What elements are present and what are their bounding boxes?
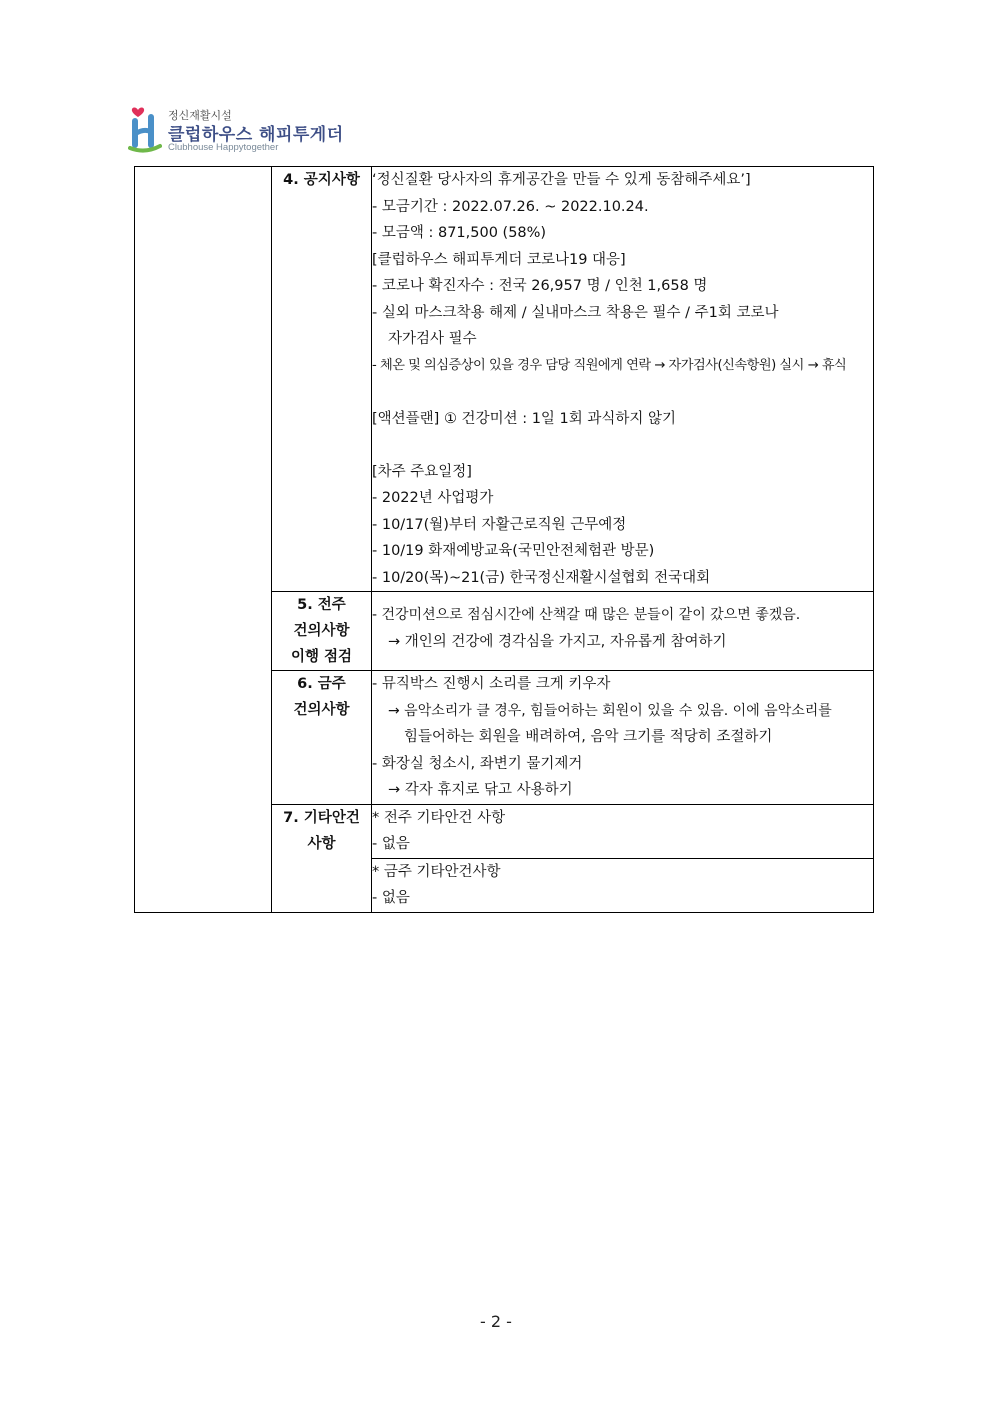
notice-line: - 10/20(목)~21(금) 한국정신재활시설협회 전국대회 (372, 569, 711, 586)
label-line: 사항 (307, 835, 336, 852)
content-line: - 없음 (372, 890, 410, 906)
label-line: 건의사항 (293, 702, 350, 718)
label-line: 7. 기타안건 (283, 809, 360, 826)
content-line: → 각자 휴지로 닦고 사용하기 (388, 782, 573, 798)
notice-line: [액션플랜] ① 건강미션 : 1일 1회 과식하지 않기 (372, 410, 677, 427)
label-line: 6. 금주 (297, 676, 346, 692)
notice-line: - 10/19 화재예방교육(국민안전체험관 방문) (372, 543, 655, 559)
content-line: 힘들어하는 회원을 배려하여, 음악 크기를 적당히 조절하기 (404, 729, 773, 745)
spacer (372, 379, 873, 406)
logo-english-name: Clubhouse Happytogether (168, 142, 279, 153)
minutes-table (134, 166, 874, 913)
logo-h-heart-icon (128, 104, 162, 154)
label-line: 5. 전주 (297, 597, 346, 613)
content-line: - 화장실 청소시, 좌변기 물기제거 (372, 755, 583, 772)
content-line: - 없음 (372, 836, 410, 852)
spacer (372, 432, 873, 459)
other-prev-content (372, 804, 874, 858)
content-line: * 금주 기타안건사항 (372, 863, 501, 880)
notice-row (135, 167, 874, 592)
content-line: - 건강미션으로 점심시간에 산책갈 때 많은 분들이 같이 갔으면 좋겠음. (372, 607, 801, 623)
other-current-content (372, 858, 874, 912)
last-week-label (272, 592, 372, 671)
content-line: - 뮤직박스 진행시 소리를 크게 키우자 (372, 676, 611, 692)
notice-content (372, 167, 874, 592)
logo-org-name: 클럽하우스 해피투게더 (168, 125, 344, 145)
clubhouse-logo (128, 104, 344, 156)
notice-line: - 10/17(월)부터 자활근로직원 근무예정 (372, 516, 627, 533)
content-line: → 개인의 건강에 경각심을 가지고, 자유롭게 참여하기 (388, 633, 727, 650)
notice-line: - 코로나 확진자수 : 전국 26,957 명 / 인천 1,658 명 (372, 278, 708, 294)
content-line: * 전주 기타안건 사항 (372, 809, 506, 826)
notice-label (272, 167, 372, 592)
notice-line: - 모금기간 : 2022.07.26. ~ 2022.10.24. (372, 198, 649, 215)
notice-line: - 실외 마스크착용 해제 / 실내마스크 착용은 필수 / 주1회 코로나 (372, 304, 779, 321)
notice-label-text: 4. 공지사항 (283, 172, 360, 188)
notice-line: - 2022년 사업평가 (372, 490, 494, 506)
logo-subtitle: 정신재활시설 (168, 109, 232, 122)
other-label (272, 804, 372, 912)
content-line: → 음악소리가 클 경우, 힘들어하는 회원이 있을 수 있음. 이에 음악소리를 (388, 702, 832, 719)
last-week-content (372, 592, 874, 671)
notice-line: 자가검사 필수 (388, 331, 477, 347)
category-cell (135, 167, 272, 913)
notice-line: [차주 주요일정] (372, 463, 472, 480)
notice-line: [클럽하우스 해피투게더 코로나19 대응] (372, 251, 626, 268)
label-line: 이행 점검 (290, 649, 353, 665)
label-line: 건의사항 (293, 623, 350, 639)
notice-line: - 모금액 : 871,500 (58%) (372, 225, 547, 241)
this-week-label (272, 671, 372, 805)
notice-line: ‘정신질환 당사자의 휴게공간을 만들 수 있게 동참해주세요’] (372, 172, 751, 188)
page-number: - 2 - (480, 1312, 512, 1331)
this-week-content (372, 671, 874, 805)
notice-line: - 체온 및 의심증상이 있을 경우 담당 직원에게 연락 → 자가검사(신속항원) 실시 → 휴식 (372, 357, 847, 373)
